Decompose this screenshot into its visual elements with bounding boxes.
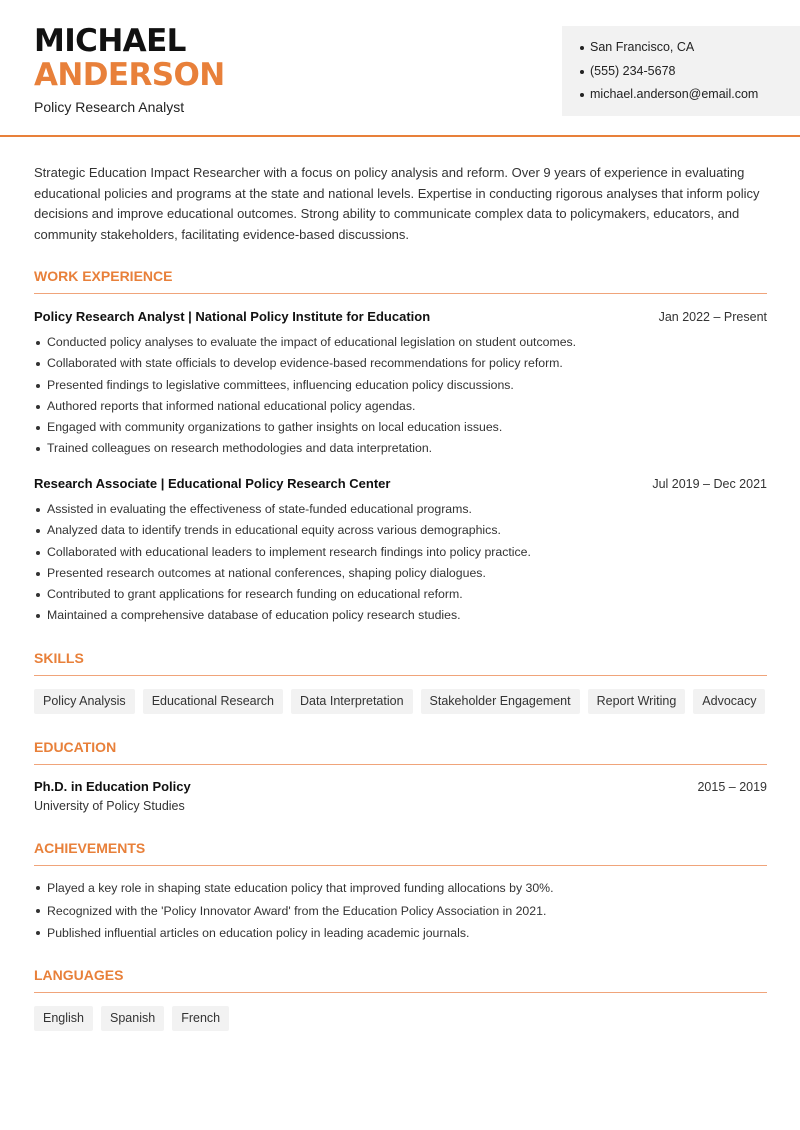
list-item: Authored reports that informed national educational policy agendas.: [34, 396, 767, 417]
education-heading: EDUCATION: [34, 739, 767, 765]
contact-location: San Francisco, CA: [580, 36, 800, 60]
last-name: ANDERSON: [34, 57, 225, 93]
contact-box: [562, 26, 800, 116]
resume-header: [0, 0, 800, 137]
job-1-dates: Jan 2022 – Present: [658, 310, 767, 324]
job-title: Policy Research Analyst: [34, 99, 185, 115]
skill-tag: Stakeholder Engagement: [421, 689, 580, 714]
list-item: Trained colleagues on research methodologies and data interpretation.: [34, 438, 767, 459]
first-name: MICHAEL: [34, 23, 186, 59]
languages-heading: LANGUAGES: [34, 967, 767, 993]
achievements-list: [34, 877, 767, 945]
education-dates: 2015 – 2019: [697, 780, 767, 794]
degree-title: Ph.D. in Education Policy: [34, 779, 191, 794]
language-tag: French: [172, 1006, 229, 1031]
job-2-header: [34, 476, 767, 491]
summary-text: Strategic Education Impact Researcher with a focus on policy analysis and reform. Over 9 years of experience in evaluating educational policies and programs at the state and national levels. Expertise in conducting rigorous analyses that inform policy decisions and improve educational outcomes. Strong ability to communicate complex data to policymakers, educators, and community stakeholders, facilitating evidence-based discussions.: [34, 165, 760, 243]
skills-tags: [34, 689, 765, 714]
skill-tag: Data Interpretation: [291, 689, 413, 714]
achievements-heading: ACHIEVEMENTS: [34, 840, 767, 866]
job-1-header: [34, 309, 767, 324]
list-item: Collaborated with state officials to develop evidence-based recommendations for policy reform.: [34, 353, 767, 374]
job-2-title: Research Associate | Educational Policy Research Center: [34, 476, 391, 491]
school-name: University of Policy Studies: [34, 799, 185, 813]
job-2-dates: Jul 2019 – Dec 2021: [652, 477, 767, 491]
job-1-bullets: [34, 332, 767, 460]
list-item: Collaborated with educational leaders to implement research findings into policy practice.: [34, 542, 767, 563]
skills-heading: SKILLS: [34, 650, 767, 676]
list-item: Recognized with the 'Policy Innovator Award' from the Education Policy Association in 2021.: [34, 900, 767, 923]
list-item: Conducted policy analyses to evaluate the impact of educational legislation on student outcomes.: [34, 332, 767, 353]
languages-tags: [34, 1006, 229, 1031]
list-item: Presented findings to legislative committees, influencing education policy discussions.: [34, 375, 767, 396]
job-2-bullets: [34, 499, 767, 627]
contact-phone: (555) 234-5678: [580, 60, 800, 84]
contact-email[interactable]: michael.anderson@email.com: [580, 83, 800, 107]
skill-tag: Policy Analysis: [34, 689, 135, 714]
list-item: Assisted in evaluating the effectiveness of state-funded educational programs.: [34, 499, 767, 520]
work-experience-heading: WORK EXPERIENCE: [34, 268, 767, 294]
language-tag: English: [34, 1006, 93, 1031]
job-1-title: Policy Research Analyst | National Policy Institute for Education: [34, 309, 431, 324]
list-item: Published influential articles on education policy in leading academic journals.: [34, 922, 767, 945]
language-tag: Spanish: [101, 1006, 164, 1031]
list-item: Contributed to grant applications for research funding on educational reform.: [34, 584, 767, 605]
skill-tag: Report Writing: [588, 689, 686, 714]
list-item: Engaged with community organizations to gather insights on local education issues.: [34, 417, 767, 438]
education-header: [34, 779, 767, 794]
list-item: Maintained a comprehensive database of education policy research studies.: [34, 605, 767, 626]
list-item: Presented research outcomes at national conferences, shaping policy dialogues.: [34, 563, 767, 584]
skill-tag: Advocacy: [693, 689, 765, 714]
skill-tag: Educational Research: [143, 689, 283, 714]
list-item: Analyzed data to identify trends in educational equity across various demographics.: [34, 520, 767, 541]
list-item: Played a key role in shaping state education policy that improved funding allocations by 30%.: [34, 877, 767, 900]
